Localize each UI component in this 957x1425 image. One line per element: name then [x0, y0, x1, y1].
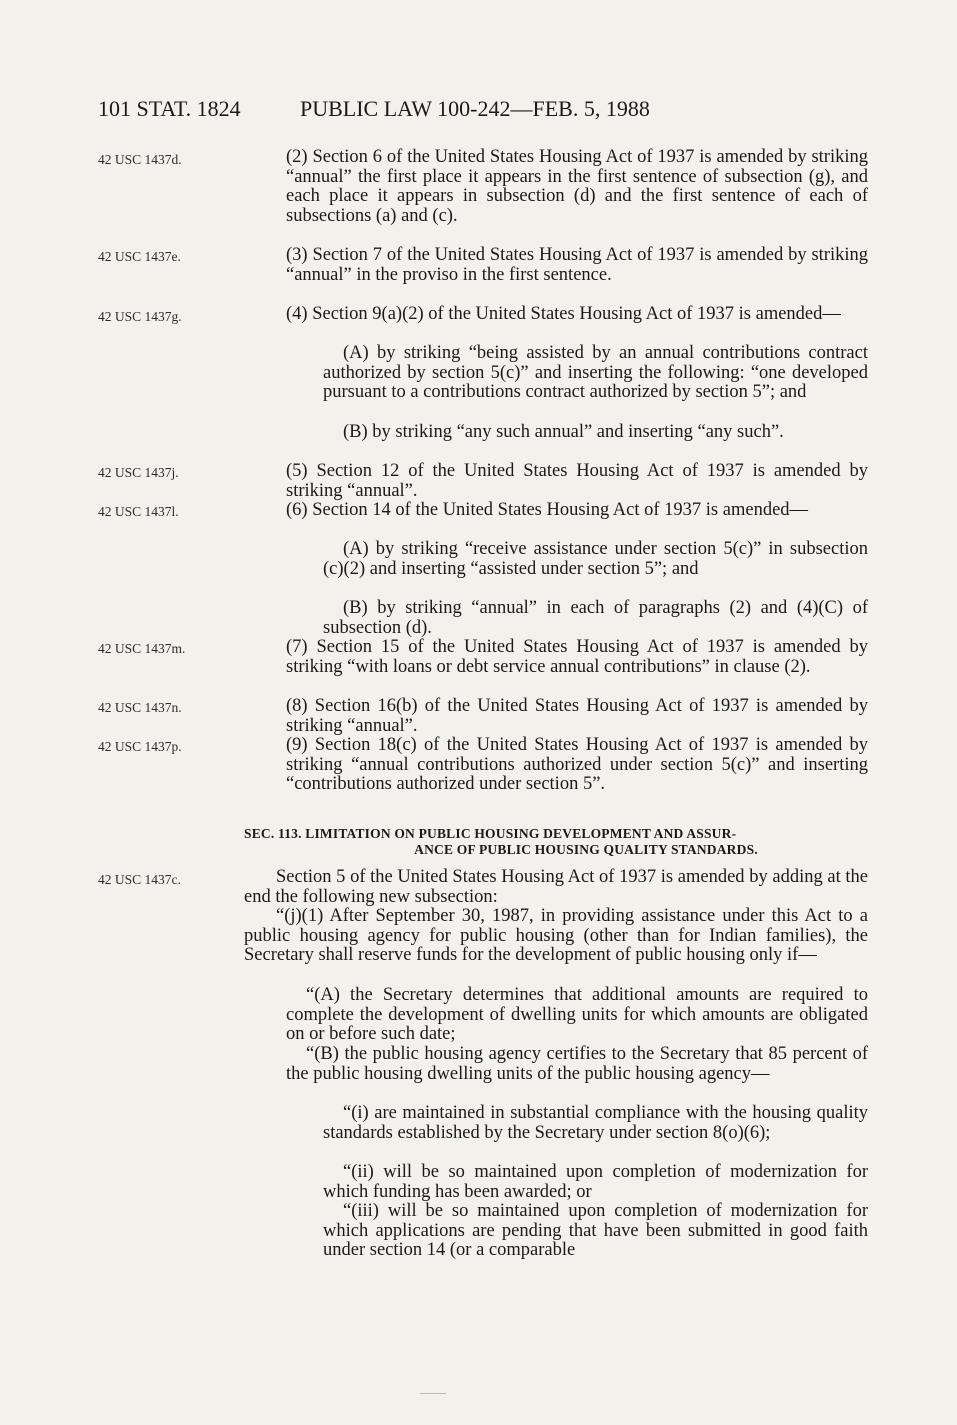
amendment-paragraph-5: (5) Section 12 of the United States Housing Act of 1937 is amended by striking “annual”.: [286, 461, 868, 501]
margin-note: 42 USC 1437n.: [98, 700, 182, 715]
margin-note: 42 USC 1437d.: [98, 152, 182, 167]
margin-note: 42 USC 1437p.: [98, 739, 182, 754]
page-footer-rule: [420, 1393, 446, 1394]
amendment-paragraph-6: (6) Section 14 of the United States Housing Act of 1937 is amended—: [286, 500, 809, 520]
heading-line-2: ANCE OF PUBLIC HOUSING QUALITY STANDARDS.: [414, 842, 758, 857]
amendment-4-a: (A) by striking “being assisted by an annual contributions contract authorized by section 5(c)” and inserting the following: “one developed pursuant to a contributions contract authorized by section 5”; and: [323, 343, 868, 403]
margin-note: 42 USC 1437c.: [98, 872, 181, 887]
amendment-6-a: (A) by striking “receive assistance under section 5(c)” in subsection (c)(2) and inserting “assisted under section 5”; and: [323, 539, 868, 579]
margin-note: 42 USC 1437m.: [98, 641, 186, 656]
amendment-6-b: (B) by striking “annual” in each of paragraphs (2) and (4)(C) of subsection (d).: [323, 598, 868, 638]
amendment-paragraph-2: (2) Section 6 of the United States Housing Act of 1937 is amended by striking “annual” the first place it appears in the first sentence of subsection (g), and each place it appears in subsection (d) and the first sentence of each of subsections (a) and (c).: [286, 147, 868, 226]
stat-page-number: 101 STAT. 1824: [98, 96, 241, 121]
margin-note: 42 USC 1437g.: [98, 309, 182, 324]
section-113-heading: [244, 826, 868, 858]
amendment-4-b: (B) by striking “any such annual” and inserting “any such”.: [343, 422, 784, 442]
amendment-paragraph-4: (4) Section 9(a)(2) of the United States Housing Act of 1937 is amended—: [286, 304, 841, 324]
amendment-paragraph-7: (7) Section 15 of the United States Housing Act of 1937 is amended by striking “with loans or debt service annual contributions” in clause (2).: [286, 637, 868, 677]
heading-line-1: SEC. 113. LIMITATION ON PUBLIC HOUSING DEVELOPMENT AND ASSUR-: [244, 826, 737, 841]
margin-note: 42 USC 1437e.: [98, 249, 181, 264]
margin-note: 42 USC 1437j.: [98, 465, 179, 480]
amendment-paragraph-9: (9) Section 18(c) of the United States Housing Act of 1937 is amended by striking “annual contributions authorized under section 5(c)” and inserting “contributions authorized under section 5”.: [286, 735, 868, 795]
amendment-paragraph-8: (8) Section 16(b) of the United States Housing Act of 1937 is amended by striking “annual”.: [286, 696, 868, 736]
subsection-j-A: “(A) the Secretary determines that additional amounts are required to complete the development of dwelling units for which amounts are obligated on or before such date;: [286, 985, 868, 1045]
subsection-j-1: “(j)(1) After September 30, 1987, in providing assistance under this Act to a public housing agency for public housing (other than for Indian families), the Secretary shall reserve funds for the development of public housing only if—: [244, 906, 868, 966]
clause-ii: “(ii) will be so maintained upon completion of modernization for which funding has been awarded; or: [323, 1162, 868, 1202]
amendment-paragraph-3: (3) Section 7 of the United States Housing Act of 1937 is amended by striking “annual” in the proviso in the first sentence.: [286, 245, 868, 285]
clause-i: “(i) are maintained in substantial compliance with the housing quality standards established by the Secretary under section 8(o)(6);: [323, 1103, 868, 1143]
subsection-j-B: “(B) the public housing agency certifies to the Secretary that 85 percent of the public housing dwelling units of the public housing agency—: [286, 1044, 868, 1084]
margin-note: 42 USC 1437l.: [98, 504, 179, 519]
clause-iii: “(iii) will be so maintained upon completion of modernization for which applications are pending that have been submitted in good faith under section 14 (or a comparable: [323, 1201, 868, 1261]
section-113-intro: Section 5 of the United States Housing Act of 1937 is amended by adding at the end the following new subsection:: [244, 867, 868, 907]
law-and-date-header: PUBLIC LAW 100-242—FEB. 5, 1988: [300, 96, 650, 121]
